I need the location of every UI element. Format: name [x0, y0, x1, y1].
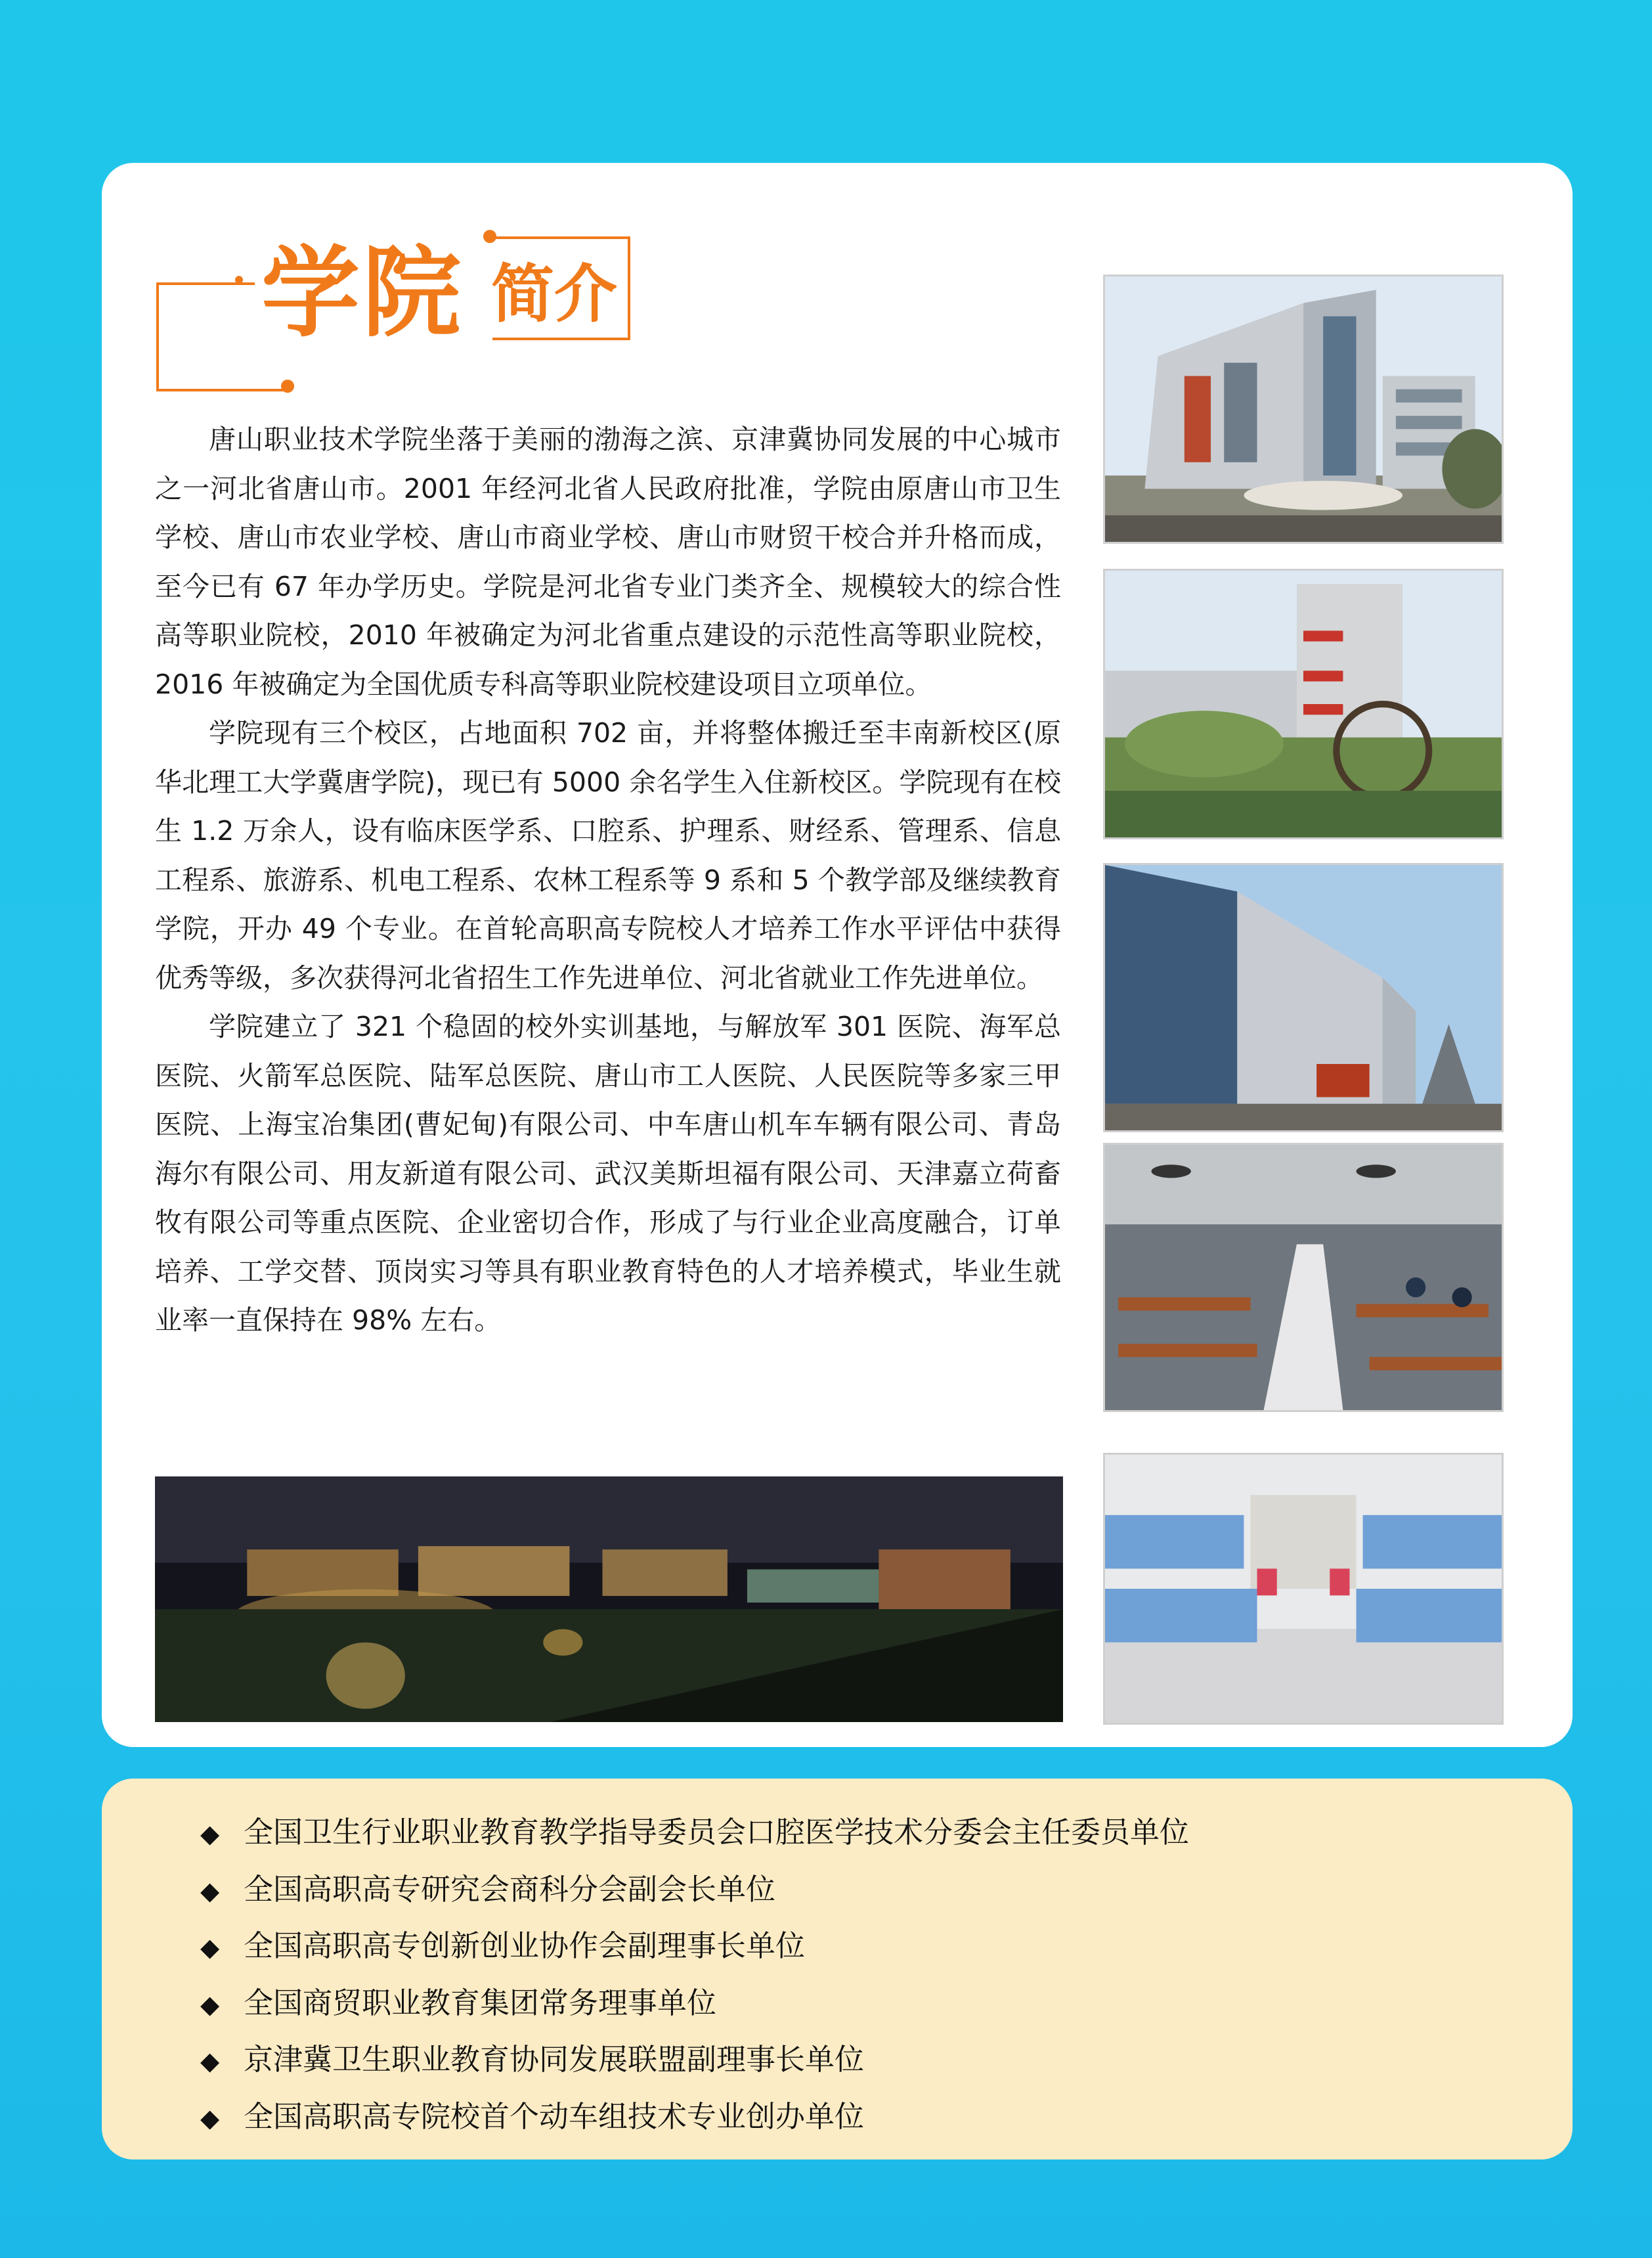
photo-main-building: [1103, 275, 1504, 544]
honor-text: 全国商贸职业教育集团常务理事单位: [244, 1985, 717, 2020]
diamond-bullet-icon: ◆: [200, 2047, 220, 2075]
photo-dormitory: [1103, 1453, 1504, 1725]
title-dot-top: [483, 230, 496, 243]
honor-text: 全国高职高专创新创业协作会副理事长单位: [244, 1928, 806, 1963]
honor-item: [200, 1862, 1189, 1919]
honor-item: [200, 1918, 1189, 1976]
honor-item: [200, 1976, 1189, 2033]
honor-item: [200, 2032, 1189, 2089]
honor-item: [200, 2089, 1189, 2146]
diamond-bullet-icon: ◆: [200, 2103, 220, 2133]
honor-text: 全国高职高专院校首个动车组技术专业创办单位: [244, 2098, 865, 2134]
honor-text: 京津冀卫生职业教育协同发展联盟副理事长单位: [244, 2042, 865, 2077]
intro-paragraph-2: 学院现有三个校区，占地面积 702 亩，并将整体搬迁至丰南新校区(原华北理工大学冀唐学院)，现已有 5000 余名学生入住新校区。学院现有在校生 1.2 万余人，设有临床医学系、口腔系、护理系、财经系、管理系、信息工程系、旅游系、机电工程系、农林工程系等 9 系和 5 个教学部及继续教育学院，开办 49 个专业。在首轮高职高专院校人才培养工作水平评估中获得优秀等级，多次获得河北省招生工作先进单位、河北省就业工作先进单位。: [155, 717, 1061, 994]
diamond-bullet-icon: ◆: [200, 1819, 220, 1848]
honors-list: [200, 1805, 1189, 2146]
photo-teaching-building: [1103, 863, 1504, 1132]
intro-paragraph-3: 学院建立了 321 个稳固的校外实训基地，与解放军 301 医院、海军总医院、火箭军总医院、陆军总医院、唐山市工人医院、人民医院等多家三甲医院、上海宝冶集团(曹妃甸)有限公司、中车唐山机车车辆有限公司、青岛海尔有限公司、用友新道有限公司、武汉美斯坦福有限公司、天津嘉立荷畜牧有限公司等重点医院、企业密切合作，形成了与行业企业高度融合，订单培养、工学交替、顶岗实习等具有职业教育特色的人才培养模式，毕业生就业率一直保持在 98% 左右。: [155, 1011, 1061, 1336]
honor-text: 全国卫生行业职业教育教学指导委员会口腔医学技术分委会主任委员单位: [244, 1815, 1190, 1849]
intro-text: [155, 415, 1061, 1345]
title-dot-small: [235, 276, 243, 284]
honor-text: 全国高职高专研究会商科分会副会长单位: [244, 1871, 776, 1907]
intro-paragraph-1: 唐山职业技术学院坐落于美丽的渤海之滨、京津冀协同发展的中心城市之一河北省唐山市。2001 年经河北省人民政府批准，学院由原唐山市卫生学校、唐山市农业学校、唐山市商业学校、唐山市财贸干校合并升格而成，至今已有 67 年办学历史。学院是河北省专业门类齐全、规模较大的综合性高等职业院校，2010 年被确定为河北省重点建设的示范性高等职业院校，2016 年被确定为全国优质专科高等职业院校建设项目立项单位。: [155, 424, 1061, 700]
title-dot-bottom: [281, 380, 294, 393]
honors-panel: [102, 1779, 1573, 2159]
photo-campus-waterwheel: [1103, 569, 1504, 839]
photo-night-campus: [155, 1476, 1063, 1722]
page-title: 学院: [255, 244, 470, 343]
page-subtitle: 简介: [486, 263, 622, 326]
photo-canteen: [1103, 1143, 1504, 1412]
honor-item: [200, 1805, 1189, 1862]
diamond-bullet-icon: ◆: [200, 1876, 220, 1905]
diamond-bullet-icon: ◆: [200, 1933, 220, 1962]
diamond-bullet-icon: ◆: [200, 1989, 220, 2019]
